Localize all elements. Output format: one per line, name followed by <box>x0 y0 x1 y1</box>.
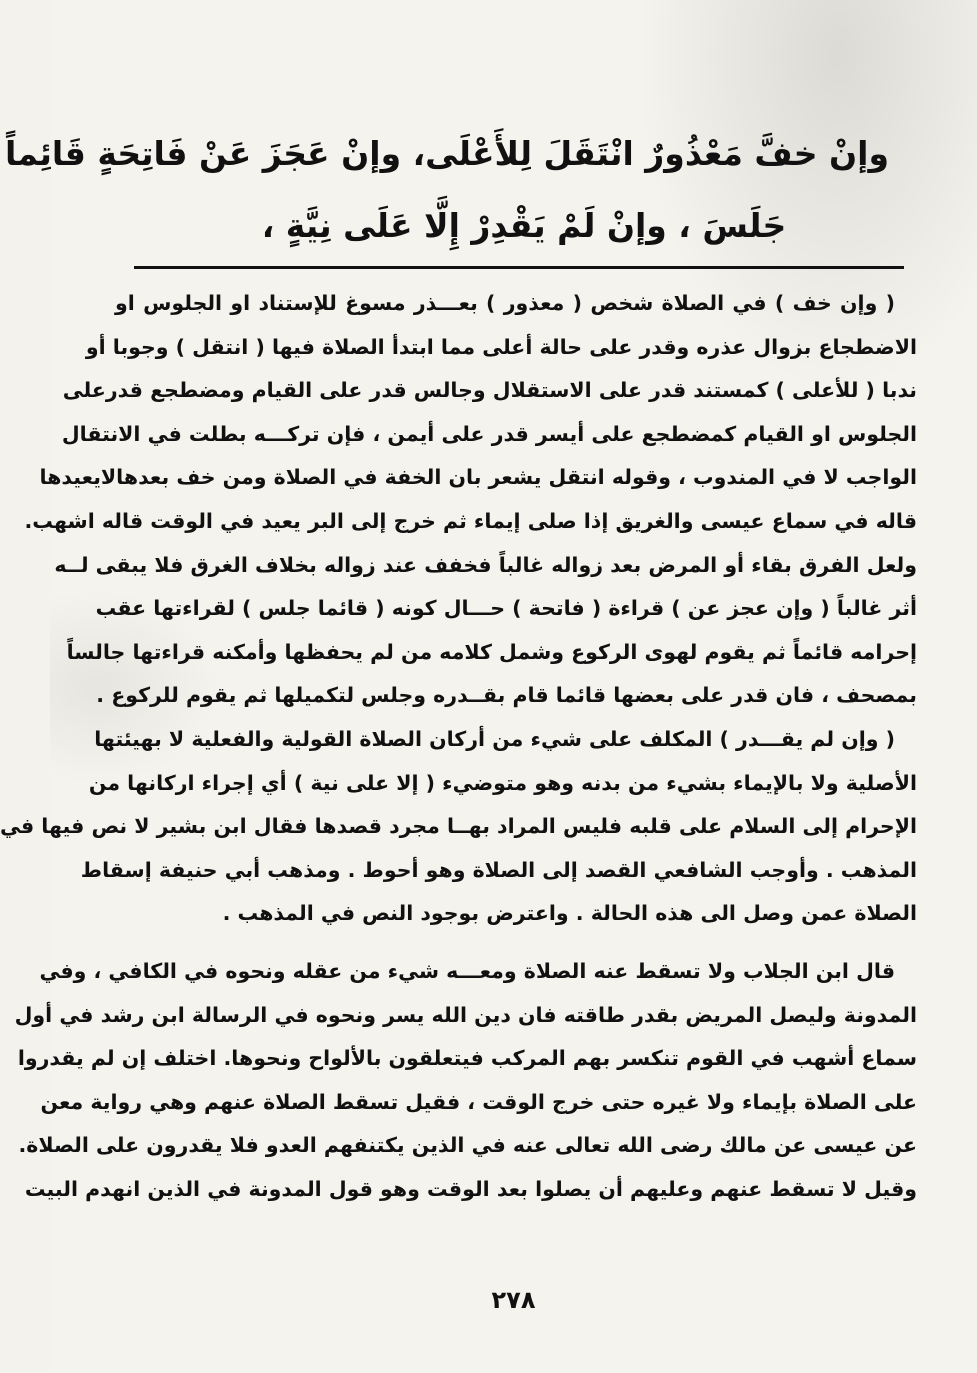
commentary-line: الاضطجاع بزوال عذره وقدر على حالة أعلى مما ابتدأ الصلاة فيها ( انتقل ) وجوبا أو <box>85 334 917 359</box>
commentary-line: الإحرام إلى السلام على قلبه فليس المراد بهــا مجرد قصدها فقال ابن بشير لا نص فيها في <box>0 814 917 839</box>
commentary-line: بمصحف ، فان قدر على بعضها قائما قام بقــدره وجلس لتكميلها ثم يقوم للركوع . <box>96 683 917 708</box>
commentary-line: الجلوس او القيام كمضطجع على أيسر قدر على أيمن ، فإن ترکـــه بطلت في الانتقال <box>61 421 917 446</box>
commentary-line: وقيل لا تسقط عنهم وعليهم أن يصلوا بعد الوقت وهو قول المدونة في الذين انهدم البيت <box>24 1176 917 1201</box>
commentary-line: قاله في سماع عيسى والغريق إذا صلى إيماء ثم خرج إلى البر يعيد في الوقت قاله اشهب. <box>24 508 917 533</box>
matn-verse <box>4 118 889 262</box>
commentary-line: ندبا ( للأعلى ) كمستند قدر على الاستقلال وجالس قدر على القيام ومضطجع قدرعلى <box>62 378 917 403</box>
commentary-line: المذهب . وأوجب الشافعي القصد إلى الصلاة وهو أحوط . ومذهب أبي حنيفة إسقاط <box>80 857 917 882</box>
commentary-line: إحرامه قائماً ثم يقوم لهوى الركوع وشمل كلامه من لم يحفظها وأمكنه قراءتها جالساً <box>66 639 917 664</box>
page-number: ٢٧٨ <box>491 1286 536 1314</box>
commentary-text <box>0 282 917 1211</box>
commentary-line: ( وإن لم يقـــدر ) المكلف على شيء من أركان الصلاة القولية والفعلية لا بهيئتها <box>94 726 895 751</box>
commentary-line: سماع أشهب في القوم تنكسر بهم المركب فيتعلقون بالألواح ونحوها. اختلف إن لم يقدروا <box>17 1046 917 1071</box>
commentary-line: ( وإن خف ) في الصلاة شخص ( معذور ) بعـــذر مسوغ للإستناد او الجلوس او <box>115 291 895 315</box>
commentary-line: الأصلية ولا بالإيماء بشيء من بدنه وهو متوضيء ( إلا على نية ) أي إجراء اركانها من <box>88 770 917 795</box>
commentary-line: المدونة وليصل المريض بقدر طاقته فان دين الله يسر ونحوه في الرسالة ابن رشد في أول <box>14 1002 917 1027</box>
commentary-line: قال ابن الجلاب ولا تسقط عنه الصلاة ومعـــه شيء من عقله ونحوه في الكافي ، وفي <box>39 958 895 983</box>
matn-line: جَلَسَ ، وإنْ لَمْ يَقْدِرْ إِلَّا عَلَى نِيَّةٍ ، <box>261 206 787 245</box>
commentary-line: الواجب لا في المندوب ، وقوله انتقل يشعر بان الخفة في الصلاة ومن خف بعدهالايعيدها <box>39 465 917 490</box>
matn-line: وإنْ خفَّ مَعْذُورٌ انْتَقَلَ لِلأَعْلَى، وإنْ عَجَزَ عَنْ فَاتِحَةٍ قَائِماً <box>4 134 889 173</box>
paragraph-gap <box>115 936 917 950</box>
separator-rule <box>134 266 904 269</box>
commentary-line: عن عيسى عن مالك رضى الله تعالى عنه في الذين يكتنفهم العدو فلا يقدرون على الصلاة. <box>18 1133 917 1158</box>
commentary-line: الصلاة عمن وصل الى هذه الحالة . واعترض بوجود النص في المذهب . <box>222 901 917 926</box>
commentary-line: أثر غالباً ( وإن عجز عن ) قراءة ( فاتحة ) حـــال كونه ( قائما جلس ) لقراءتها عقب <box>95 596 917 621</box>
commentary-line: على الصلاة بإيماء ولا غيره حتى خرج الوقت ، فقيل تسقط الصلاة عنهم وهي رواية معن <box>40 1089 917 1114</box>
commentary-line: ولعل الفرق بقاء أو المرض بعد زواله غالباً فخفف عند زواله بخلاف الغرق فلا يبقى لــه <box>54 552 917 577</box>
